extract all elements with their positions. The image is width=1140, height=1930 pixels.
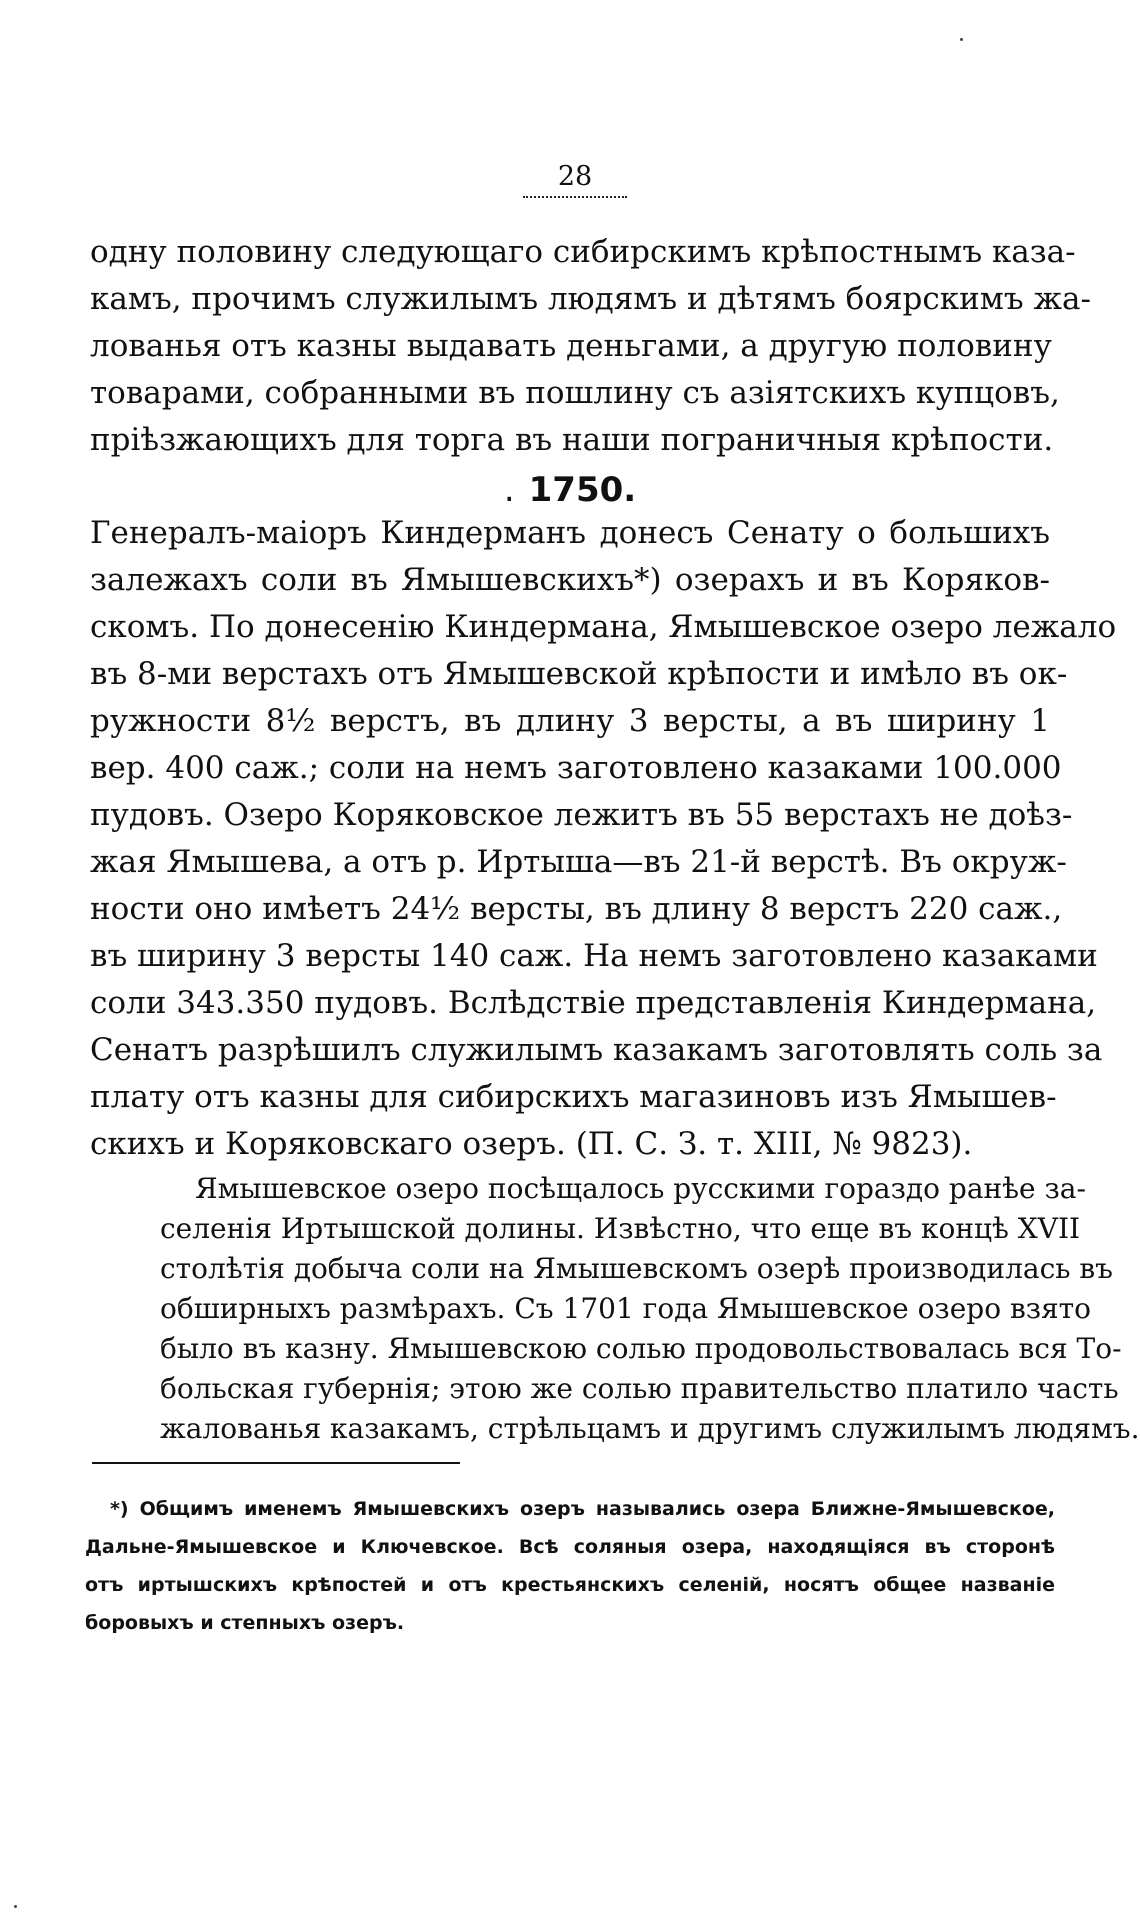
paragraph2-line: соли 343.350 пудовъ. Вслѣдствіе представленія Киндермана, xyxy=(90,985,1097,1021)
note-line: жалованья казакамъ, стрѣльцамъ и другимъ служилымъ людямъ. xyxy=(160,1412,1140,1445)
paragraph2-line: Сенатъ разрѣшилъ служилымъ казакамъ заготовлять соль за xyxy=(90,1032,1103,1068)
note-line: обширныхъ размѣрахъ. Съ 1701 года Ямышевское озеро взято xyxy=(160,1292,1091,1325)
paragraph2-line: залежахъ соли въ Ямышевскихъ*) озерахъ и въ Коряков- xyxy=(90,562,1050,598)
paragraph2-line: въ ширину 3 версты 140 саж. На немъ заготовлено казаками xyxy=(90,938,1098,974)
paragraph2-line: ружности 8½ верстъ, въ длину 3 версты, а въ ширину 1 xyxy=(90,703,1050,739)
heading-dash: . xyxy=(503,470,515,510)
footnote-line: боровыхъ и степныхъ озеръ. xyxy=(85,1612,405,1634)
paragraph1-line: товарами, собранными въ пошлину съ азіятскихъ купцовъ, xyxy=(90,375,1060,411)
year-heading xyxy=(0,468,1140,512)
scan-speck xyxy=(960,38,963,41)
note-line: было въ казну. Ямышевскою солью продовольствовалась вся То- xyxy=(160,1332,1122,1365)
paragraph2-line: жая Ямышева, а отъ р. Иртыша—въ 21-й верстѣ. Въ окруж- xyxy=(90,844,1067,880)
year-heading-text: 1750. xyxy=(528,470,637,510)
paragraph1-line: пріѣзжающихъ для торга въ наши пограничныя крѣпости. xyxy=(90,422,1054,458)
paragraph2-line: въ 8-ми верстахъ отъ Ямышевской крѣпости и имѣло въ ок- xyxy=(90,656,1068,692)
paragraph2-line: пудовъ. Озеро Коряковское лежитъ въ 55 верстахъ не доѣз- xyxy=(90,797,1073,833)
page-number-dots xyxy=(523,196,627,198)
note-line: столѣтія добыча соли на Ямышевскомъ озерѣ производилась въ xyxy=(160,1252,1113,1285)
paragraph1-line: лованья отъ казны выдавать деньгами, а другую половину xyxy=(90,328,1052,364)
footnote-line: *) Общимъ именемъ Ямышевскихъ озеръ назывались озера Ближне-Ямышевское, xyxy=(110,1498,1055,1520)
page-number xyxy=(520,160,630,198)
footnote-rule xyxy=(92,1462,460,1464)
paragraph1-line: камъ, прочимъ служилымъ людямъ и дѣтямъ боярскимъ жа- xyxy=(90,281,1091,317)
paragraph1-line: одну половину следующаго сибирскимъ крѣпостнымъ каза- xyxy=(90,234,1076,270)
note-line: Ямышевское озеро посѣщалось русскими гораздо ранѣе за- xyxy=(195,1172,1086,1205)
note-line: селенія Иртышской долины. Извѣстно, что еще въ концѣ XVII xyxy=(160,1212,1081,1245)
footnote-line: отъ иртышскихъ крѣпостей и отъ крестьянскихъ селеній, носятъ общее названіе xyxy=(85,1574,1055,1596)
scan-speck xyxy=(14,1905,17,1908)
paragraph2-line: вер. 400 саж.; соли на немъ заготовлено казаками 100.000 xyxy=(90,750,1062,786)
paragraph2-line: скихъ и Коряковскаго озеръ. (П. С. З. т. XIII, № 9823). xyxy=(90,1126,973,1162)
paragraph2-line: Генералъ-маіоръ Киндерманъ донесъ Сенату о большихъ xyxy=(90,515,1050,551)
note-line: больская губернія; этою же солью правительство платило часть xyxy=(160,1372,1119,1405)
paragraph2-line: ности оно имѣетъ 24½ версты, въ длину 8 верстъ 220 саж., xyxy=(90,891,1063,927)
footnote-line: Дальне-Ямышевское и Ключевское. Всѣ соляныя озера, находящіяся въ сторонѣ xyxy=(85,1536,1055,1558)
paragraph2-line: скомъ. По донесенію Киндермана, Ямышевское озеро лежало xyxy=(90,609,1117,645)
paragraph2-line: плату отъ казны для сибирскихъ магазиновъ изъ Ямышев- xyxy=(90,1079,1057,1115)
page-number-text: 28 xyxy=(557,161,593,192)
